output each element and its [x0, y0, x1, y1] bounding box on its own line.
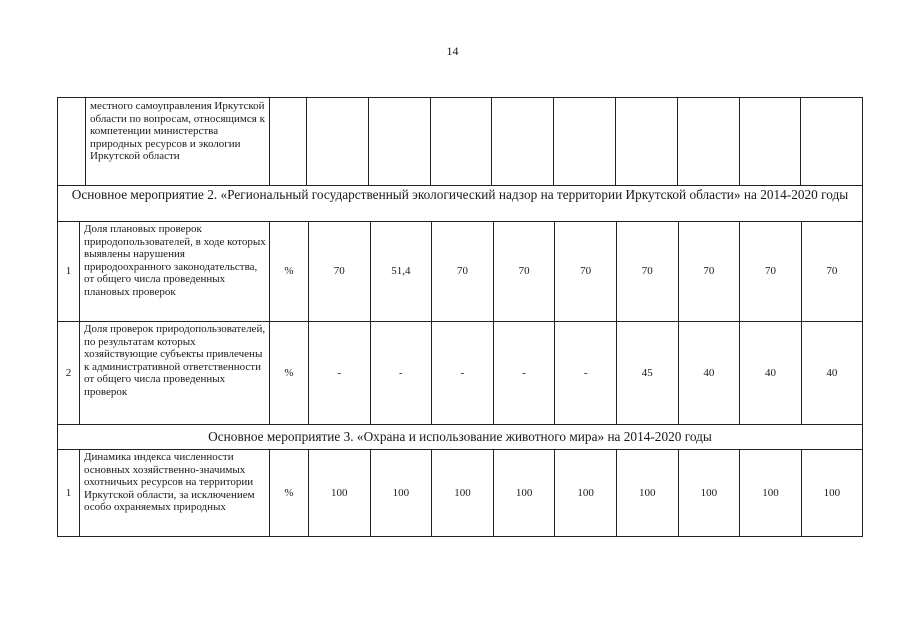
section-title: Основное мероприятие 2. «Региональный государственный экологический надзор на территории Иркутской области» на 2014-2020 годы [58, 186, 863, 221]
page-number: 14 [446, 44, 459, 58]
value-cell: 70 [740, 222, 802, 321]
value-cell: 70 [617, 222, 679, 321]
value-cell [616, 98, 678, 185]
value-cell: 70 [432, 222, 494, 321]
unit-cell: % [270, 450, 309, 536]
value-cell [492, 98, 554, 185]
value-cell: 70 [494, 222, 556, 321]
value-cell: 100 [617, 450, 679, 536]
value-cell: - [555, 322, 617, 424]
row-number: 1 [58, 222, 80, 321]
row-number: 2 [58, 322, 80, 424]
value-cell: 100 [802, 450, 863, 536]
value-cell: - [309, 322, 371, 424]
unit-cell: % [270, 222, 309, 321]
value-cell: 40 [740, 322, 802, 424]
value-cell: 100 [371, 450, 433, 536]
value-cell [369, 98, 431, 185]
value-cell: 40 [679, 322, 741, 424]
unit-cell [270, 98, 307, 185]
value-cell [801, 98, 863, 185]
value-cell [307, 98, 369, 185]
value-cell: 100 [309, 450, 371, 536]
table-row [58, 450, 863, 537]
value-cell: 100 [555, 450, 617, 536]
value-cell: 100 [679, 450, 741, 536]
value-cell: 70 [679, 222, 741, 321]
value-cell: 100 [432, 450, 494, 536]
indicator-name: местного самоуправления Иркутской области по вопросам, относящимся к компетенции министерства природных ресурсов и экологии Иркутской области [86, 98, 270, 185]
value-cell: 70 [309, 222, 371, 321]
value-cell: - [371, 322, 433, 424]
value-cell: 100 [740, 450, 802, 536]
value-cell: 70 [555, 222, 617, 321]
section-row [58, 186, 863, 222]
value-cell: 51,4 [371, 222, 433, 321]
value-cell [678, 98, 740, 185]
indicator-name: Доля проверок природопользователей, по результатам которых хозяйствующие субъекты привлечены к административной ответственности от общего числа проведенных проверок [80, 322, 270, 424]
row-number-cell [58, 98, 86, 185]
section-row [58, 425, 863, 450]
value-cell: - [432, 322, 494, 424]
table-row [58, 222, 863, 322]
indicator-name: Динамика индекса численности основных хозяйственно-значимых охотничьих ресурсов на территории Иркутской области, за исключением особо охраняемых природных [80, 450, 270, 536]
value-cell: 45 [617, 322, 679, 424]
value-cell [554, 98, 616, 185]
row-number: 1 [58, 450, 80, 536]
indicators-table [57, 97, 863, 537]
table-row [58, 322, 863, 425]
value-cell [431, 98, 493, 185]
value-cell: 70 [802, 222, 863, 321]
unit-cell: % [270, 322, 309, 424]
value-cell [740, 98, 802, 185]
section-title: Основное мероприятие 3. «Охрана и использование животного мира» на 2014-2020 годы [58, 425, 863, 449]
table-row [58, 98, 863, 186]
value-cell: 40 [802, 322, 863, 424]
value-cell: - [494, 322, 556, 424]
value-cell: 100 [494, 450, 556, 536]
indicator-name: Доля плановых проверок природопользователей, в ходе которых выявлены нарушения природоохранного законодательства, от общего числа проведенных плановых проверок [80, 222, 270, 321]
